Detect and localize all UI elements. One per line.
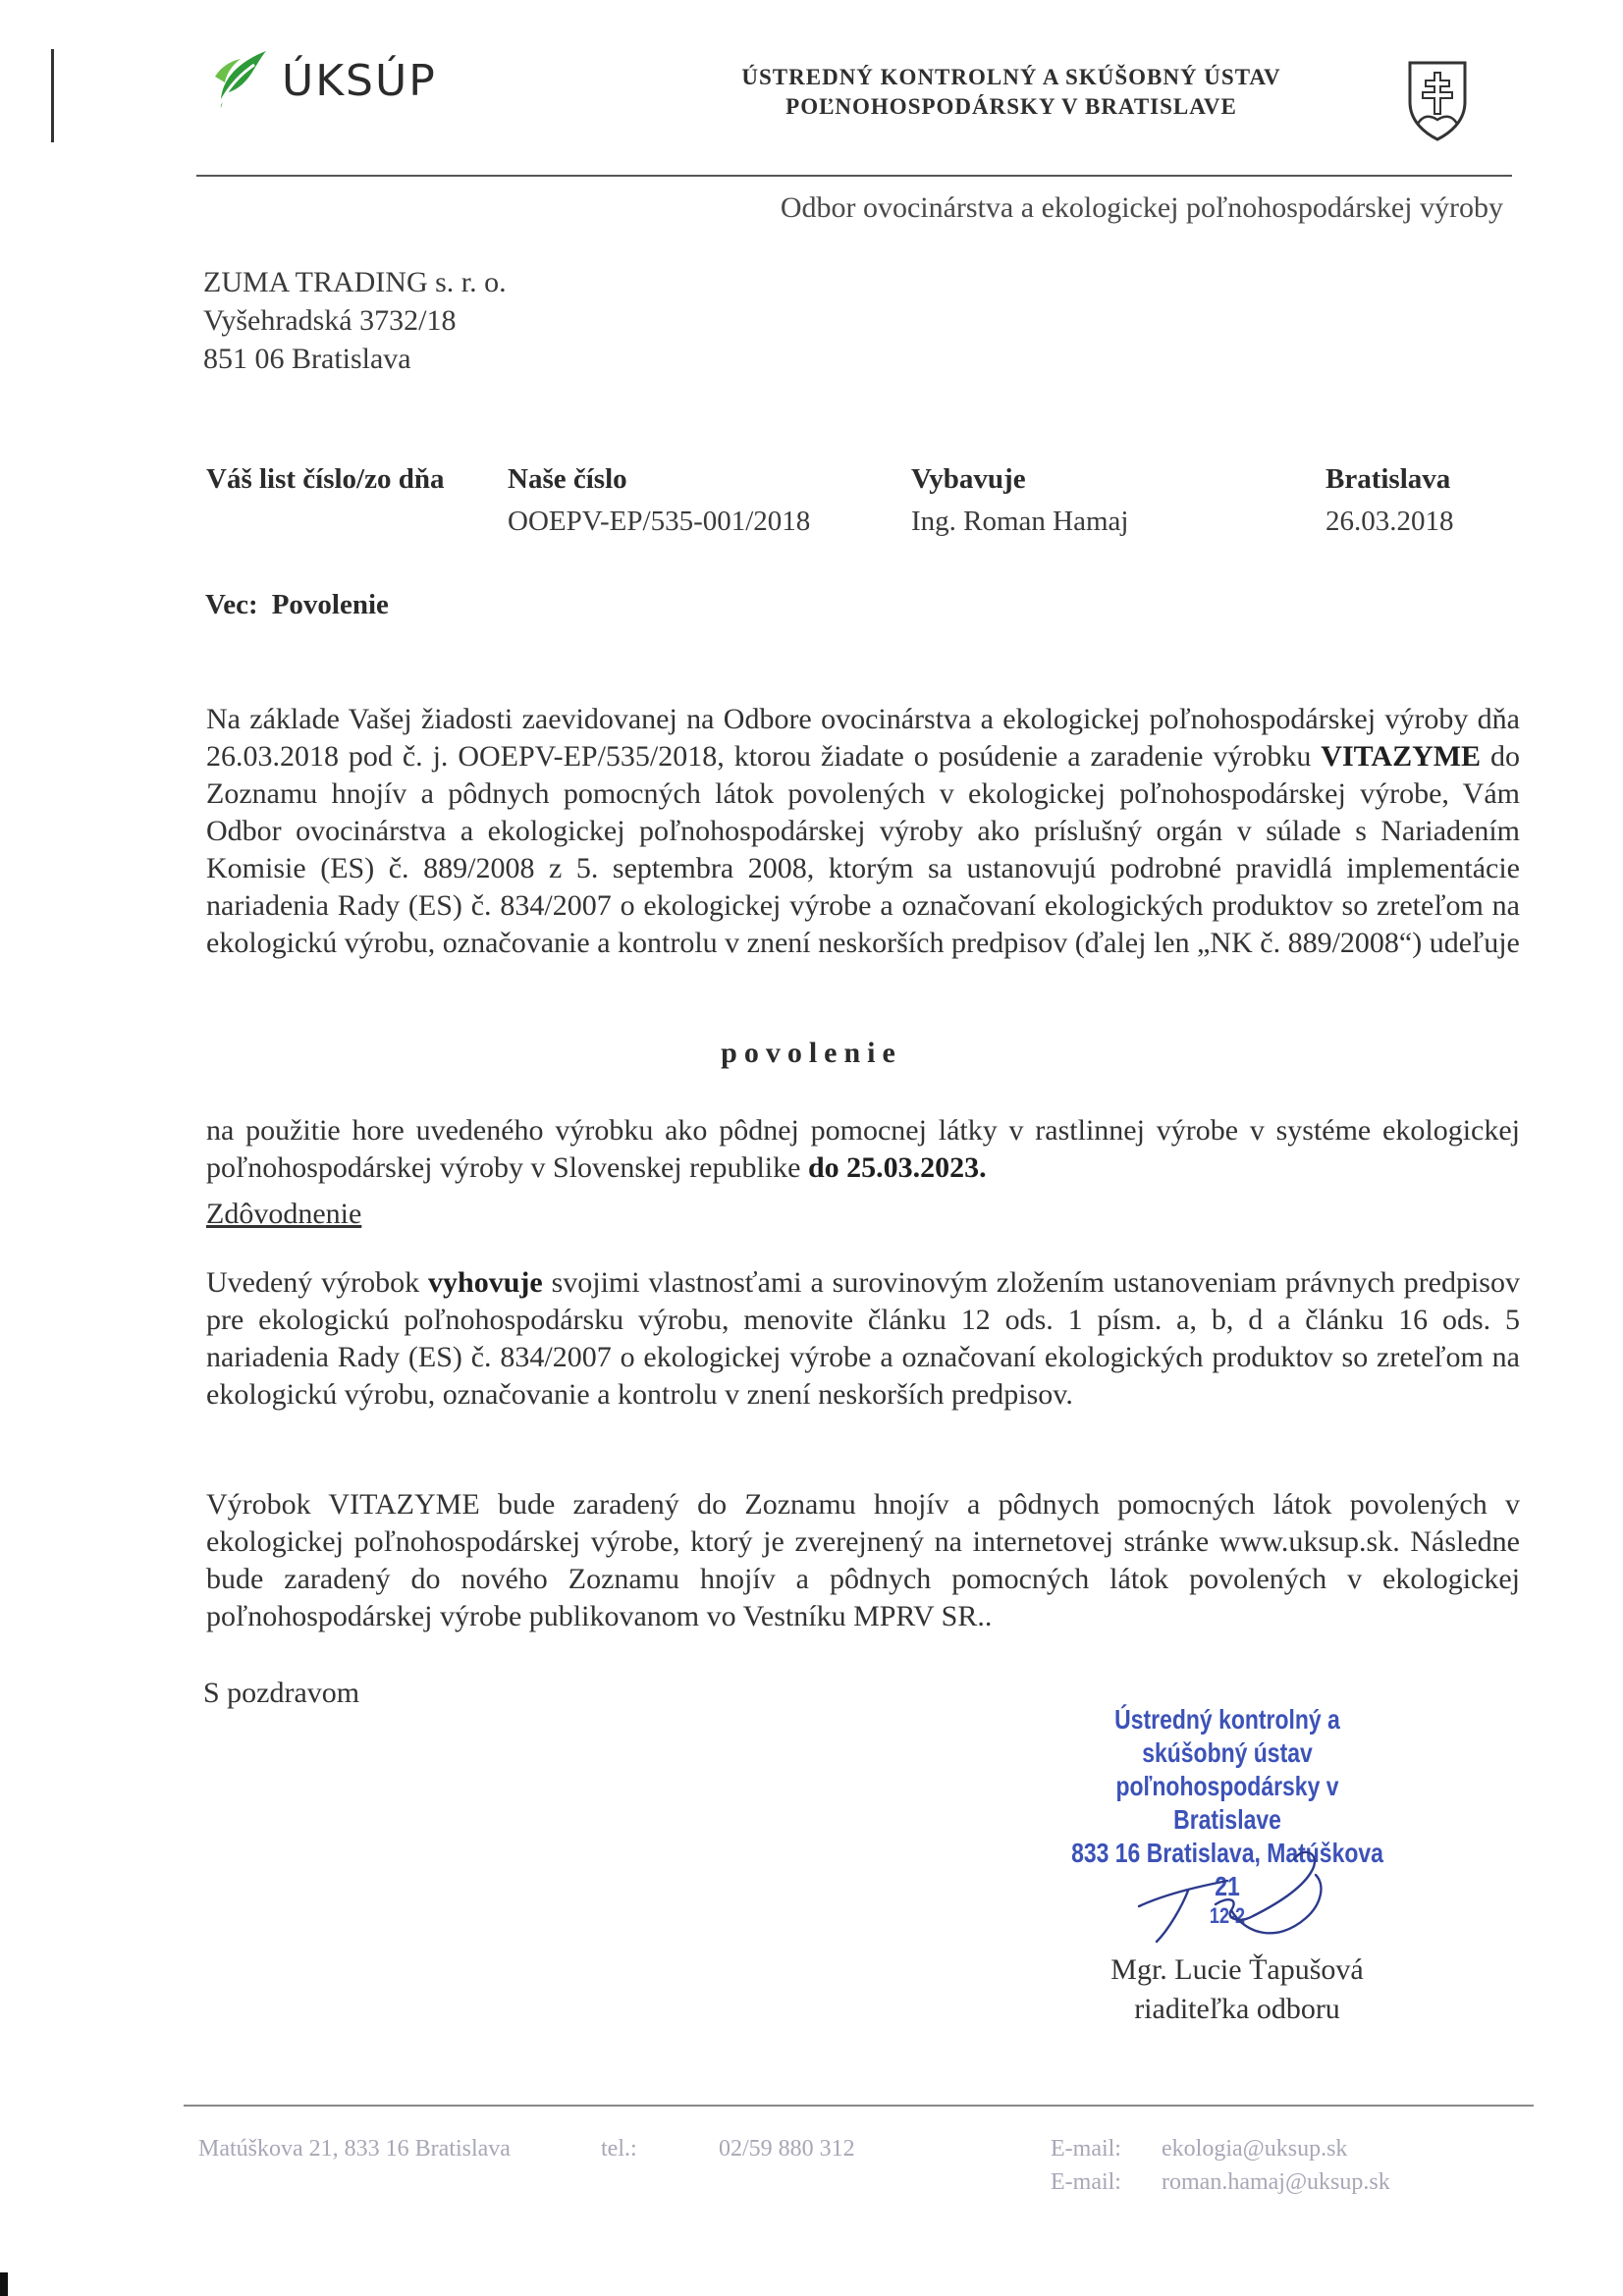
body-paragraph-3: Uvedený výrobok vyhovuje svojimi vlastnosťami a surovinovým zložením ustanoveniam právnych predpisov pre ekologickú poľnohospodársku výrobu, menovite článku 12 ods. 1 písm. a, b, d a článku 16 ods. 5 nariadenia Rady (ES) č. 834/2007 o ekologickej výrobe a označovaní ekologických produktov so zreteľom na ekologickú výrobu, označovanie a kontrolu v znení neskorších predpisov. (206, 1266, 1520, 1411)
stamp-line-4: 12-2 (1209, 1903, 1246, 1928)
header-divider (196, 175, 1512, 177)
greeting: S pozdravom (203, 1677, 360, 1709)
subject-line (205, 589, 389, 621)
scan-corner-mark (0, 2272, 8, 2296)
body-paragraph-2: na použitie hore uvedeného výrobku ako pôdnej pomocnej látky v rastlinnej výrobe v systéme ekologickej poľnohospodárskej výroby v Slovenskej republike do 25.03.2023. (206, 1114, 1520, 1184)
footer-address: Matúškova 21, 833 16 Bratislava (198, 2136, 511, 2162)
footer-tel-label: tel.: (601, 2136, 637, 2162)
footer-email-2[interactable]: roman.hamaj@uksup.sk (1162, 2169, 1390, 2195)
subject-value: Povolenie (271, 589, 389, 620)
handwritten-signature (1129, 1845, 1345, 1953)
recipient-street: Vyšehradská 3732/18 (203, 304, 457, 337)
logo-text: ÚKSÚP (282, 55, 437, 106)
stamp-line-3: 833 16 Bratislava, Matúškova 21 (1071, 1838, 1383, 1901)
our-number-label: Naše číslo (508, 463, 627, 495)
recipient-name: ZUMA TRADING s. r. o. (203, 266, 507, 298)
footer-email-label-1: E-mail: (1051, 2136, 1121, 2162)
validity-date: do 25.03.2023. (807, 1151, 987, 1184)
date-value: 26.03.2018 (1325, 506, 1454, 537)
institution-line-1: ÚSTREDNÝ KONTROLNÝ A SKÚŠOBNÝ ÚSTAV (741, 65, 1281, 89)
subject-label: Vec: (205, 589, 258, 620)
your-letter-label: Váš list číslo/zo dňa (206, 463, 445, 495)
signer-role: riaditeľka odboru (1134, 1993, 1340, 2025)
handler-label: Vybavuje (911, 463, 1026, 495)
our-number-value: OOEPV-EP/535-001/2018 (508, 506, 811, 537)
slovak-coat-of-arms-icon (1406, 59, 1469, 143)
recipient-city: 851 06 Bratislava (203, 343, 411, 375)
product-name: VITAZYME (1321, 740, 1482, 773)
institution-name (638, 63, 1384, 122)
institution-line-2: POĽNOHOSPODÁRSKY V BRATISLAVE (785, 94, 1237, 119)
footer-email-label-2: E-mail: (1051, 2169, 1121, 2195)
decision-word: povolenie (721, 1037, 902, 1069)
department-name: Odbor ovocinárstva a ekologickej poľnohospodárskej výroby (780, 191, 1503, 224)
footer-email-1[interactable]: ekologia@uksup.sk (1162, 2136, 1348, 2162)
body-paragraph-1: Na základe Vašej žiadosti zaevidovanej na Odbore ovocinárstva a ekologickej poľnohospodárskej výroby dňa 26.03.2018 pod č. j. OOEPV-EP/535/2018, ktorou žiadate o posúdenie a zaradenie výrobku VITAZYME do Zoznamu hnojív a pôdnych pomocných látok povolených v ekologickej poľnohospodárskej výrobe, Vám Odbor ovocinárstva a ekologickej poľnohospodárskej výroby ako príslušný orgán v súlade s Nariadením Komisie (ES) č. 889/2008 z 5. septembra 2008, ktorým sa ustanovujú podrobné pravidlá implementácie nariadenia Rady (ES) č. 834/2007 o ekologickej výrobe a označovaní ekologických produktov so zreteľom na ekologickú výrobu, označovanie a kontrolu v znení neskorších predpisov (ďalej len „NK č. 889/2008“) udeľuje (206, 703, 1521, 959)
uksup-logo (211, 47, 437, 114)
body-paragraph-4: Výrobok VITAZYME bude zaradený do Zoznamu hnojív a pôdnych pomocných látok povolených v ekologickej poľnohospodárskej výrobe, ktorý je zverejnený na internetovej stránke www.uksup.sk. Následne bude zaradený do nového Zoznamu hnojív a pôdnych pomocných látok povolených v ekologickej poľnohospodárskej výrobe publikovanom vo Vestníku MPRV SR.. (206, 1488, 1520, 1632)
leaf-logo-icon (211, 47, 272, 114)
stamp-line-1: Ústredný kontrolný a skúšobný ústav (1114, 1704, 1340, 1768)
handler-value: Ing. Roman Hamaj (911, 506, 1129, 537)
footer-divider (184, 2105, 1534, 2107)
signer-name: Mgr. Lucie Ťapušová (1110, 1953, 1364, 1986)
footer-tel-value: 02/59 880 312 (719, 2136, 855, 2162)
recipient-address (203, 263, 507, 378)
justification-heading: Zdôvodnenie (206, 1198, 362, 1230)
signer-block (1041, 1950, 1434, 2029)
scan-edge-mark (51, 49, 54, 142)
place-label: Bratislava (1325, 463, 1451, 495)
stamp-line-2: poľnohospodársky v Bratislave (1115, 1771, 1339, 1835)
